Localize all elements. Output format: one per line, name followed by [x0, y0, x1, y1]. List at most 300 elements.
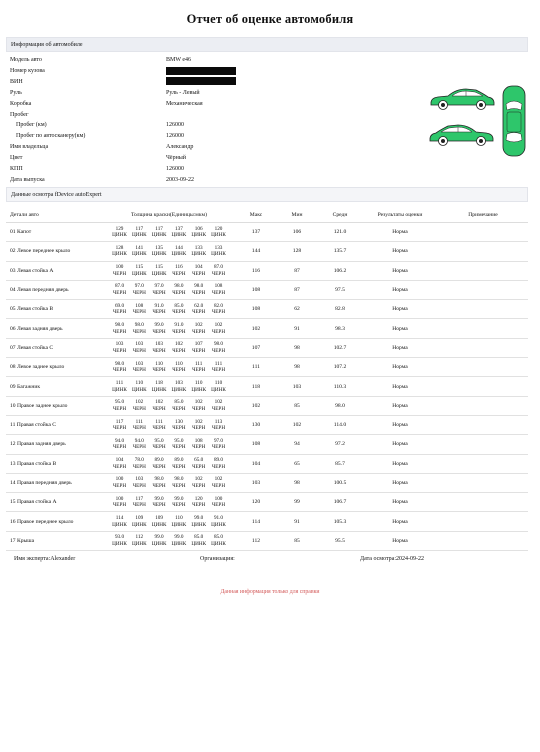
thickness-value: 109 [135, 515, 144, 521]
thickness-reading [209, 322, 228, 335]
thickness-reading [209, 226, 228, 239]
max-value: 144 [236, 242, 276, 261]
thickness-reading [110, 476, 129, 489]
remark [438, 377, 528, 396]
car-top-view-icon [500, 84, 528, 158]
thickness-value: 102 [194, 322, 203, 329]
assessment-result: Норма [362, 531, 438, 550]
thickness-reading [150, 515, 169, 528]
metal-type: ЧЕРН [172, 309, 186, 316]
metal-type: ЧЕРН [132, 405, 146, 412]
thickness-cell [102, 473, 236, 492]
thickness-reading [130, 361, 149, 374]
thickness-reading [130, 226, 149, 239]
thickness-value: 89.0 [154, 457, 164, 464]
thickness-reading [169, 264, 188, 277]
assessment-result: Норма [362, 261, 438, 280]
metal-type: ЦИНК [171, 232, 187, 239]
metal-type: ЧЕРН [152, 502, 166, 509]
metal-type: ЦИНК [112, 521, 127, 528]
thickness-value: 128 [115, 244, 124, 251]
thickness-value: 111 [155, 418, 163, 425]
info-value: 126000 [166, 166, 184, 172]
metal-type: ЧЕРН [172, 405, 186, 412]
remark [438, 338, 528, 357]
metal-type: ЧЕРН [152, 425, 166, 432]
info-value: 2003-09-22 [166, 176, 194, 183]
thickness-value: 129 [115, 225, 124, 232]
thickness-cell [102, 531, 236, 550]
thickness-reading [150, 438, 169, 451]
metal-type: ЧЕРН [132, 425, 146, 432]
info-row [10, 88, 260, 99]
thickness-value: 78.0 [134, 457, 144, 464]
thickness-reading [189, 303, 208, 316]
thickness-reading [130, 399, 149, 412]
thickness-readings [110, 476, 228, 489]
table-row [6, 261, 528, 280]
assessment-result: Норма [362, 358, 438, 377]
thickness-value: 114 [115, 515, 124, 521]
metal-type: ЧЕРН [132, 463, 146, 470]
part-name: 04 Левая передняя дверь [6, 280, 102, 299]
metal-type: ЧЕРН [172, 463, 186, 470]
metal-type: ЧЕРН [112, 347, 127, 354]
thickness-readings [110, 245, 228, 258]
assessment-result: Норма [362, 338, 438, 357]
thickness-cell [102, 415, 236, 434]
thickness-reading [169, 399, 188, 412]
thickness-value: 82.0 [213, 302, 224, 309]
thickness-cell [102, 223, 236, 242]
thickness-readings [110, 226, 228, 239]
metal-type: ЦИНК [131, 521, 147, 528]
avg-value: 110.3 [318, 377, 362, 396]
part-name: 01 Капот [6, 223, 102, 242]
max-value: 102 [236, 396, 276, 415]
thickness-cell [102, 512, 236, 531]
thickness-readings [110, 341, 228, 354]
metal-type: ЧЕРН [211, 405, 226, 412]
metal-type: ЧЕРН [172, 270, 186, 277]
metal-type: ЧЕРН [192, 328, 206, 335]
metal-type: ЧЕРН [112, 405, 127, 412]
metal-type: ЧЕРН [132, 347, 146, 354]
avg-value: 100.5 [318, 473, 362, 492]
metal-type: ЦИНК [151, 521, 167, 528]
thickness-reading [110, 438, 129, 451]
thickness-reading [189, 457, 208, 470]
thickness-reading [209, 341, 228, 354]
thickness-value: 99.0 [154, 322, 164, 329]
metal-type: ЧЕРН [192, 270, 206, 277]
thickness-value: 100 [115, 495, 124, 502]
metal-type: ЦИНК [131, 251, 147, 258]
thickness-reading [189, 380, 208, 393]
thickness-reading [110, 457, 129, 470]
thickness-value: 108 [214, 283, 223, 290]
min-value: 65 [276, 454, 318, 473]
avg-value: 98.3 [318, 319, 362, 338]
info-value: Александр [166, 144, 194, 151]
thickness-reading [209, 476, 228, 489]
max-value: 116 [236, 261, 276, 280]
thickness-reading [209, 361, 228, 374]
info-key: КПП [10, 166, 23, 172]
thickness-cell [102, 454, 236, 473]
thickness-value: 103 [115, 341, 124, 348]
thickness-value: 98.0 [174, 283, 184, 290]
thickness-reading [169, 245, 188, 258]
thickness-reading [110, 264, 129, 277]
thickness-reading [189, 515, 208, 528]
remark [438, 396, 528, 415]
info-row [10, 99, 260, 110]
metal-type: ЦИНК [191, 386, 207, 393]
metal-type: ЧЕРН [172, 502, 186, 509]
metal-type: ЦИНК [131, 540, 147, 547]
metal-type: ЦИНК [151, 540, 167, 547]
thickness-value: 98.0 [154, 476, 164, 483]
metal-type: ЧЕРН [152, 444, 166, 451]
thickness-cell [102, 338, 236, 357]
metal-type: ЦИНК [151, 232, 167, 239]
metal-type: ЧЕРН [112, 483, 127, 489]
thickness-value: 135 [155, 244, 163, 251]
thickness-value: 89.0 [213, 457, 224, 464]
thickness-reading [189, 283, 208, 296]
metal-type: ЧЕРН [211, 444, 226, 451]
metal-type: ЧЕРН [172, 328, 186, 335]
thickness-reading [150, 226, 169, 239]
metal-type: ЦИНК [112, 232, 127, 239]
thickness-value: 141 [135, 244, 144, 251]
thickness-value: 93.0 [114, 534, 125, 541]
redaction-bar [166, 77, 236, 85]
thickness-reading [130, 303, 149, 316]
thickness-reading [209, 496, 228, 509]
avg-value: 114.0 [318, 415, 362, 434]
thickness-value: 99.0 [174, 495, 184, 502]
thickness-value: 103 [155, 341, 163, 348]
max-value: 118 [236, 377, 276, 396]
metal-type: ЦИНК [112, 540, 127, 547]
thickness-value: 91.0 [174, 322, 184, 329]
thickness-value: 130 [175, 418, 183, 425]
info-key: Пробег (км) [16, 122, 47, 129]
table-row [6, 223, 528, 242]
thickness-reading [150, 534, 169, 547]
metal-type: ЦИНК [191, 521, 207, 528]
metal-type: ЧЕРН [132, 483, 146, 489]
thickness-reading [130, 457, 149, 470]
metal-type: ЧЕРН [211, 290, 226, 297]
metal-type: ЧЕРН [152, 463, 166, 470]
thickness-reading [189, 496, 208, 509]
car-side-left-icon [428, 86, 496, 112]
inspection-date: Дата осмотра:2024-09-22 [360, 556, 425, 562]
thickness-value: 120 [194, 495, 203, 502]
table-row [6, 280, 528, 299]
metal-type: ЧЕРН [211, 463, 226, 470]
assessment-result: Норма [362, 473, 438, 492]
thickness-reading [189, 264, 208, 277]
thickness-value: 100 [214, 495, 223, 502]
assessment-result: Норма [362, 493, 438, 512]
metal-type: ЧЕРН [172, 367, 186, 374]
metal-type: ЧЕРН [211, 425, 226, 432]
thickness-reading [110, 380, 129, 393]
table-row [6, 396, 528, 415]
thickness-cell [102, 300, 236, 319]
thickness-value: 85.0 [213, 534, 224, 541]
remark [438, 493, 528, 512]
metal-type: ЧЕРН [192, 290, 206, 297]
table-row [6, 415, 528, 434]
metal-type: ЧЕРН [172, 290, 186, 297]
thickness-reading [150, 245, 169, 258]
metal-type: ЧЕРН [192, 425, 206, 432]
metal-type: ЧЕРН [152, 309, 166, 316]
metal-type: ЧЕРН [172, 483, 186, 489]
thickness-reading [189, 245, 208, 258]
assessment-result: Норма [362, 435, 438, 454]
thickness-value: 115 [135, 264, 144, 271]
thickness-reading [110, 303, 129, 316]
thickness-reading [110, 283, 129, 296]
car-side-right-icon [428, 122, 496, 148]
part-name: 13 Правая стойка В [6, 454, 102, 473]
metal-type: ЧЕРН [192, 405, 206, 412]
remark [438, 473, 528, 492]
part-name: 10 Правое заднее крыло [6, 396, 102, 415]
metal-type: ЧЕРН [112, 328, 127, 335]
max-value: 112 [236, 531, 276, 550]
thickness-reading [169, 303, 188, 316]
metal-type: ЧЕРН [112, 270, 127, 277]
thickness-reading [110, 361, 129, 374]
table-row [6, 358, 528, 377]
metal-type: ЧЕРН [152, 328, 166, 335]
thickness-reading [209, 457, 228, 470]
metal-type: ЧЕРН [211, 483, 226, 489]
min-value: 85 [276, 396, 318, 415]
metal-type: ЧЕРН [192, 483, 206, 489]
max-value: 137 [236, 223, 276, 242]
thickness-reading [130, 515, 149, 528]
thickness-value: 97.0 [134, 283, 144, 290]
remark [438, 261, 528, 280]
thickness-reading [169, 380, 188, 393]
max-value: 103 [236, 473, 276, 492]
thickness-readings [110, 380, 228, 393]
thickness-value: 98.0 [114, 322, 125, 329]
column-header: Мин [276, 207, 318, 223]
info-key: Коробка [10, 100, 32, 107]
thickness-value: 112 [135, 534, 144, 541]
min-value: 98 [276, 358, 318, 377]
metal-type: ЧЕРН [152, 367, 166, 374]
thickness-value: 94.0 [134, 437, 144, 444]
thickness-reading [150, 380, 169, 393]
redacted-value [166, 77, 236, 88]
thickness-reading [169, 341, 188, 354]
thickness-value: 94.0 [114, 437, 125, 444]
thickness-value: 97.0 [154, 283, 164, 290]
avg-value: 102.7 [318, 338, 362, 357]
thickness-value: 117 [135, 225, 144, 232]
thickness-value: 102 [194, 399, 203, 406]
thickness-value: 98.0 [174, 476, 184, 483]
table-row [6, 473, 528, 492]
metal-type: ЦИНК [151, 251, 167, 258]
metal-type: ЧЕРН [152, 347, 166, 354]
thickness-value: 87.0 [114, 283, 125, 290]
thickness-reading [110, 534, 129, 547]
thickness-value: 118 [155, 379, 163, 386]
max-value: 114 [236, 512, 276, 531]
thickness-readings [110, 438, 228, 451]
thickness-reading [150, 264, 169, 277]
thickness-value: 110 [155, 360, 163, 367]
thickness-reading [189, 476, 208, 489]
info-key: Пробег [10, 111, 29, 118]
thickness-value: 103 [135, 341, 144, 348]
min-value: 87 [276, 261, 318, 280]
info-key: Руль [10, 89, 22, 96]
metal-type: ЦИНК [191, 232, 207, 239]
metal-type: ЦИНК [211, 251, 226, 258]
remark [438, 223, 528, 242]
thickness-value: 111 [214, 360, 223, 367]
info-key: Модель авто [10, 57, 42, 63]
thickness-value: 95.0 [174, 437, 184, 444]
thickness-readings [110, 303, 228, 316]
min-value: 98 [276, 338, 318, 357]
max-value: 102 [236, 319, 276, 338]
assessment-result: Норма [362, 280, 438, 299]
thickness-reading [110, 496, 129, 509]
metal-type: ЦИНК [171, 251, 187, 258]
thickness-value: 95.0 [154, 437, 164, 444]
metal-type: ЧЕРН [211, 502, 226, 509]
assessment-result: Норма [362, 396, 438, 415]
avg-value: 121.0 [318, 223, 362, 242]
thickness-reading [130, 419, 149, 432]
metal-type: ЧЕРН [211, 347, 226, 354]
assessment-result: Норма [362, 415, 438, 434]
min-value: 87 [276, 280, 318, 299]
metal-type: ЧЕРН [192, 347, 206, 354]
part-name: 15 Правая стойка А [6, 493, 102, 512]
column-header: Макс [236, 207, 276, 223]
part-name: 14 Правая передняя дверь [6, 473, 102, 492]
table-row [6, 242, 528, 261]
thickness-reading [169, 457, 188, 470]
thickness-reading [150, 303, 169, 316]
table-row [6, 454, 528, 473]
info-key: Цвет [10, 155, 23, 162]
metal-type: ЦИНК [151, 270, 167, 277]
thickness-reading [150, 457, 169, 470]
thickness-value: 113 [214, 418, 223, 425]
assessment-result: Норма [362, 300, 438, 319]
part-name: 07 Левая стойка С [6, 338, 102, 357]
info-row [10, 175, 260, 186]
inspection-data-header: Данные осмотра fDevice autoExpert [6, 187, 528, 202]
avg-value: 135.7 [318, 242, 362, 261]
metal-type: ЧЕРН [192, 309, 206, 316]
avg-value: 97.5 [318, 280, 362, 299]
thickness-value: 100 [115, 476, 124, 483]
thickness-value: 102 [155, 399, 163, 406]
metal-type: ЧЕРН [132, 309, 146, 316]
thickness-cell [102, 358, 236, 377]
table-row [6, 377, 528, 396]
thickness-value: 87.0 [213, 264, 224, 271]
thickness-value: 85.0 [174, 302, 184, 309]
thickness-readings [110, 496, 228, 509]
thickness-reading [209, 264, 228, 277]
remark [438, 358, 528, 377]
metal-type: ЦИНК [191, 540, 207, 547]
thickness-value: 99.0 [194, 515, 204, 521]
metal-type: ЧЕРН [112, 425, 127, 432]
thickness-value: 116 [175, 264, 183, 271]
min-value: 94 [276, 435, 318, 454]
thickness-readings [110, 419, 228, 432]
avg-value: 107.2 [318, 358, 362, 377]
thickness-value: 108 [194, 437, 203, 444]
thickness-value: 111 [135, 418, 143, 425]
metal-type: ЦИНК [171, 540, 187, 547]
thickness-reading [189, 361, 208, 374]
thickness-value: 99.0 [174, 534, 184, 541]
min-value: 128 [276, 242, 318, 261]
thickness-value: 133 [214, 244, 223, 251]
metal-type: ЦИНК [171, 521, 187, 528]
thickness-value: 85.0 [194, 534, 204, 541]
remark [438, 415, 528, 434]
thickness-reading [150, 361, 169, 374]
metal-type: ЧЕРН [192, 367, 206, 374]
thickness-value: 109 [155, 515, 163, 521]
max-value: 108 [236, 300, 276, 319]
metal-type: ЦИНК [211, 521, 226, 528]
thickness-reading [150, 419, 169, 432]
thickness-value: 98.0 [213, 341, 224, 348]
report-title: Отчет об оценке автомобиля [186, 12, 354, 26]
remark [438, 242, 528, 261]
thickness-reading [169, 438, 188, 451]
expert-name: Имя эксперта:Alexander [14, 556, 76, 562]
thickness-value: 100 [115, 264, 124, 271]
avg-value: 85.7 [318, 454, 362, 473]
thickness-reading [189, 419, 208, 432]
thickness-reading [110, 419, 129, 432]
thickness-value: 110 [214, 379, 223, 386]
thickness-reading [110, 515, 129, 528]
assessment-result: Норма [362, 512, 438, 531]
part-name: 17 Крыша [6, 531, 102, 550]
thickness-reading [110, 399, 129, 412]
part-name: 11 Правая стойка С [6, 415, 102, 434]
thickness-reading [169, 476, 188, 489]
thickness-value: 108 [135, 302, 144, 309]
max-value: 111 [236, 358, 276, 377]
thickness-value: 103 [135, 360, 144, 367]
max-value: 120 [236, 493, 276, 512]
